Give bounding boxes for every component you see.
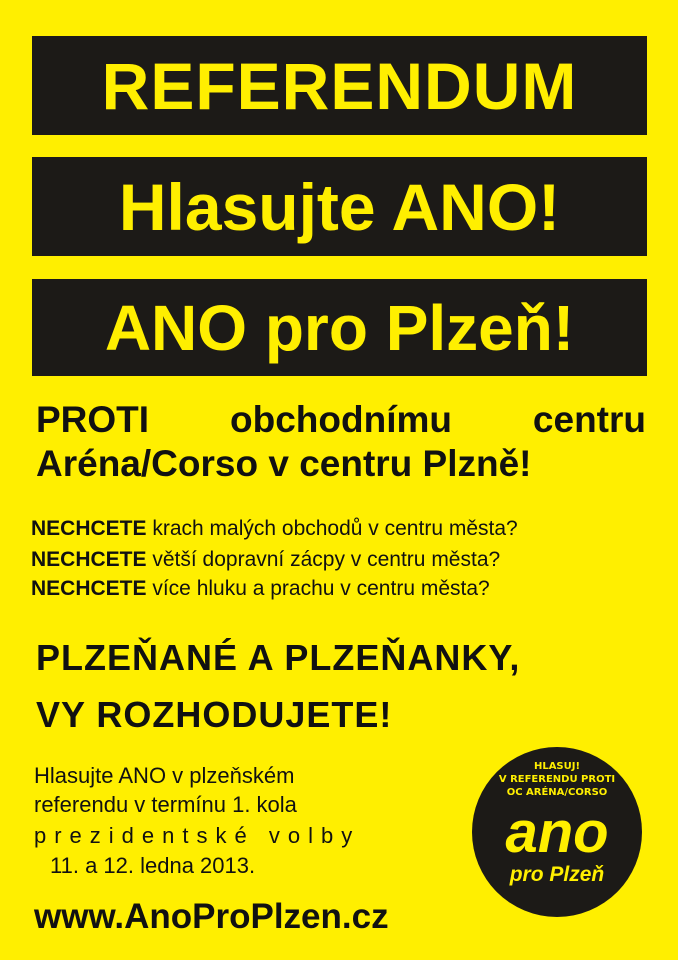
headline-line-2: Aréna/Corso v centru Plzně!	[36, 443, 532, 484]
headline-line-1: PROTI obchodnímu centru	[36, 399, 646, 440]
website-link[interactable]: www.AnoProPlzen.cz	[34, 897, 389, 936]
badge-line-1: HLASUJ!	[533, 761, 581, 772]
badge-ano-wordmark: ano	[505, 800, 609, 865]
banner-vote-yes: Hlasujte ANO!	[32, 157, 647, 256]
info-line-3: prezidentské volby	[34, 823, 361, 848]
question-1	[31, 516, 518, 541]
question-lead: NECHCETE	[31, 577, 147, 600]
question-text: krach malých obchodů v centru města?	[146, 517, 518, 540]
banner-referendum: REFERENDUM	[32, 36, 647, 135]
appeal-line-1: PLZEŇANÉ A PLZEŇANKY,	[36, 637, 521, 678]
info-line-2: referendu v termínu 1. kola	[34, 792, 297, 817]
badge-pro-plzen: pro Plzeň	[509, 863, 605, 886]
banner-ano-pro-plzen: ANO pro Plzeň!	[32, 279, 647, 376]
question-text: větší dopravní zácpy v centru města?	[146, 548, 501, 571]
info-line-4: 11. a 12. ledna 2013.	[50, 853, 256, 878]
question-2	[31, 547, 500, 572]
campaign-badge-logo	[472, 747, 642, 917]
question-text: více hluku a prachu v centru města?	[146, 577, 490, 600]
info-line-1: Hlasujte ANO v plzeňském	[34, 763, 295, 788]
question-3	[31, 576, 490, 601]
question-lead: NECHCETE	[31, 548, 147, 571]
question-lead: NECHCETE	[31, 517, 147, 540]
badge-line-3: OC ARÉNA/CORSO	[506, 787, 608, 798]
badge-line-2: V REFERENDU PROTI	[498, 774, 616, 785]
appeal-line-2: VY ROZHODUJETE!	[36, 694, 393, 735]
